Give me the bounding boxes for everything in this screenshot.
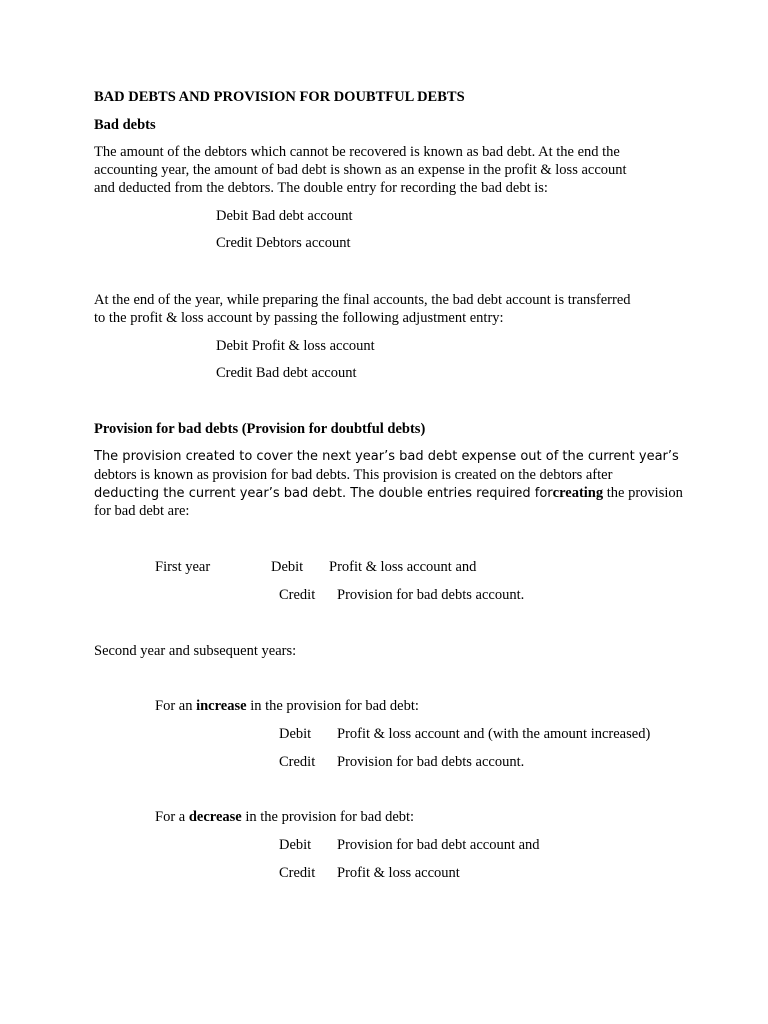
provision-line3-sans: deducting the current year’s bad debt. The double entries required for xyxy=(94,486,553,501)
increase-debit-text: Profit & loss account and (with the amount increased) xyxy=(337,726,651,742)
bad-debts-para2-line: to the profit & loss account by passing the following adjustment entry: xyxy=(94,310,504,326)
provision-para-line3 xyxy=(94,484,683,503)
provision-para-line: for bad debt are: xyxy=(94,503,190,519)
entry1-credit: Credit Debtors account xyxy=(216,235,351,251)
first-year-debit-label: Debit xyxy=(271,559,304,575)
entry2-debit: Debit Profit & loss account xyxy=(216,338,375,354)
decrease-heading xyxy=(155,808,414,826)
decrease-prefix: For a xyxy=(155,809,189,825)
first-year-label: First year xyxy=(155,559,211,575)
increase-credit-text: Provision for bad debts account. xyxy=(337,754,525,770)
bad-debts-para1-line: The amount of the debtors which cannot be recovered is known as bad debt. At the end the xyxy=(94,144,620,160)
provision-para-line: debtors is known as provision for bad debts. This provision is created on the debtors after xyxy=(94,467,613,483)
decrease-debit-label: Debit xyxy=(279,837,312,853)
decrease-credit-label: Credit xyxy=(279,865,316,881)
increase-credit-label: Credit xyxy=(279,754,316,770)
first-year-debit-text: Profit & loss account and xyxy=(329,559,477,575)
entry1-debit: Debit Bad debt account xyxy=(216,208,353,224)
bad-debts-para1-line: and deducted from the debtors. The double entry for recording the bad debt is: xyxy=(94,180,548,196)
provision-para-line: The provision created to cover the next year’s bad debt expense out of the current year’s xyxy=(94,449,679,464)
document-title: BAD DEBTS AND PROVISION FOR DOUBTFUL DEBTS xyxy=(94,89,465,105)
first-year-credit-label: Credit xyxy=(279,587,316,603)
provision-line3-rest: the provision xyxy=(603,485,683,501)
increase-keyword: increase xyxy=(196,698,247,714)
increase-heading xyxy=(155,697,419,715)
provision-heading: Provision for bad debts (Provision for doubtful debts) xyxy=(94,421,426,437)
decrease-credit-text: Profit & loss account xyxy=(337,865,460,881)
first-year-credit-text: Provision for bad debts account. xyxy=(337,587,525,603)
decrease-suffix: in the provision for bad debt: xyxy=(241,809,415,825)
increase-debit-label: Debit xyxy=(279,726,312,742)
entry2-credit: Credit Bad debt account xyxy=(216,365,357,381)
bad-debts-heading: Bad debts xyxy=(94,117,156,133)
bad-debts-para1-line: accounting year, the amount of bad debt is shown as an expense in the profit & loss account xyxy=(94,162,627,178)
increase-suffix: in the provision for bad debt: xyxy=(246,698,419,714)
creating-keyword: creating xyxy=(552,485,604,501)
second-year-label: Second year and subsequent years: xyxy=(94,643,297,659)
decrease-debit-text: Provision for bad debt account and xyxy=(337,837,540,853)
bad-debts-para2-line: At the end of the year, while preparing the final accounts, the bad debt account is transferred xyxy=(94,292,631,308)
decrease-keyword: decrease xyxy=(188,809,242,825)
increase-prefix: For an xyxy=(155,698,197,714)
